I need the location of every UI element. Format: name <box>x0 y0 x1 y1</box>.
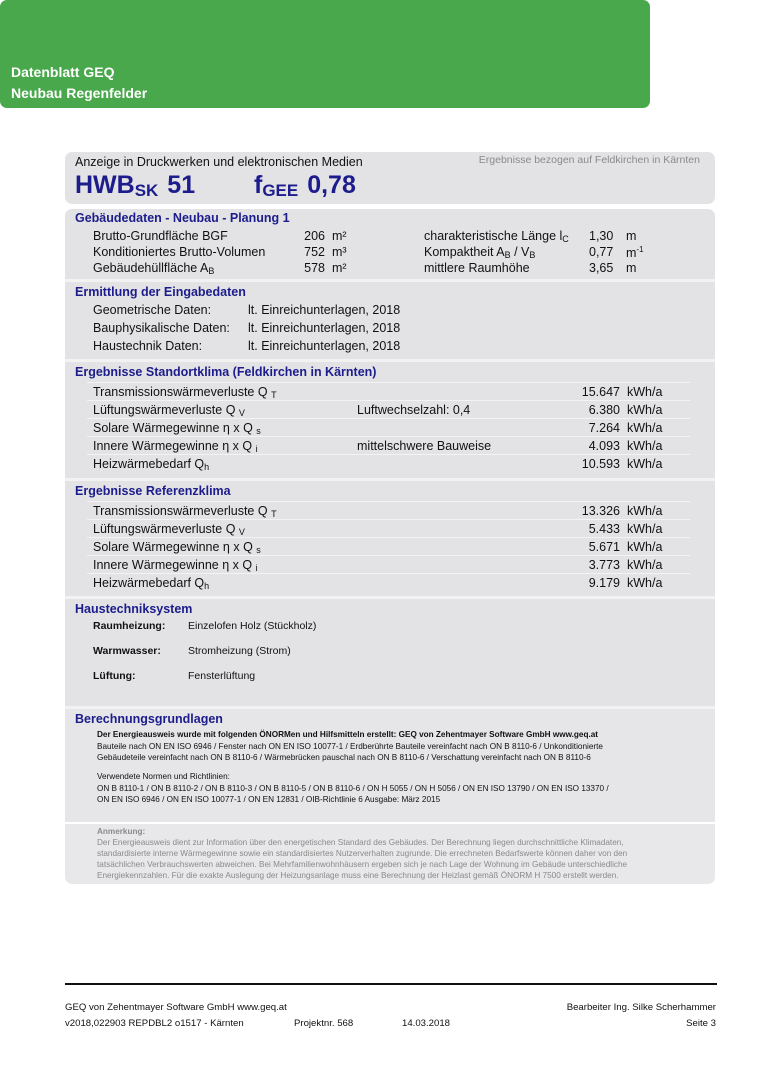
standort-label: Solare Wärmegewinne η x Q $_s$ <box>93 421 261 436</box>
standort-unit: kWh/a <box>627 385 663 399</box>
row-divider <box>87 382 690 383</box>
footer-company: GEQ von Zehentmayer Software GmbH www.geq.at <box>65 1002 287 1013</box>
hwb-value: 51 <box>167 171 196 199</box>
row-divider <box>87 400 690 401</box>
referenz-unit: kWh/a <box>627 576 663 590</box>
hwb-indicator <box>75 171 195 201</box>
referenz-label: Solare Wärmegewinne η x Q $_s$ <box>93 540 261 555</box>
referenz-unit: kWh/a <box>627 558 663 572</box>
gebaeude-unit: $m^{-1}$ <box>626 245 644 260</box>
referenz-value: 5.671 <box>588 540 620 554</box>
referenz-label: Lüftungswärmeverluste Q $_V$ <box>93 522 245 537</box>
gebaeude-unit: m² <box>332 261 347 275</box>
location-note: Ergebnisse bezogen auf Feldkirchen in Kärnten <box>478 154 700 166</box>
section-divider <box>65 279 715 282</box>
gebaeude-value: 1,30 <box>589 229 614 243</box>
eingabe-label: Bauphysikalische Daten: <box>93 321 230 335</box>
row-divider <box>87 519 690 520</box>
standort-value: 15.647 <box>581 385 620 399</box>
fgee-subscript: GEE <box>262 181 299 200</box>
fgee-indicator <box>254 171 356 201</box>
referenz-label: Innere Wärmegewinne η x Q $_i$ <box>93 558 258 573</box>
haustechnik-label: Raumheizung: <box>93 620 166 632</box>
haustechnik-value: Einzelofen Holz (Stückholz) <box>188 620 317 632</box>
footer-projekt: Projektnr. 568 <box>294 1018 354 1029</box>
fgee-label: f <box>254 171 263 199</box>
standort-unit: kWh/a <box>627 421 663 435</box>
standort-value: 4.093 <box>588 439 620 453</box>
standort-unit: kWh/a <box>627 403 663 417</box>
footer-version: v2018,022903 REPDBL2 o1517 - Kärnten <box>65 1018 244 1029</box>
referenz-value: 13.326 <box>581 504 620 518</box>
anmerkung-text: tatsächlichen Verbrauchswerten abweichen. Bei Mehrfamilienwohnhäusern ergeben sich je nach Lage der Wohnung im Gebäude unterschiedliche <box>97 860 628 869</box>
gebaeude-unit: m³ <box>332 245 347 259</box>
gebaeude-value: 206 <box>304 229 325 243</box>
anmerkung-text: standardisierte interne Wärmegewinne sowie ein standardisiertes Nutzerverhalten zugrunde. Die errechneten Bedarfswerte können daher von den <box>97 849 628 858</box>
standort-value: 10.593 <box>581 457 620 471</box>
haustechnik-value: Fensterlüftung <box>188 670 256 682</box>
row-divider <box>87 537 690 538</box>
gebaeude-label: Gebäudehüllfläche $A_B$ <box>93 261 215 276</box>
hwb-subscript: SK <box>134 181 159 200</box>
row-divider <box>87 555 690 556</box>
footer-rule <box>65 983 717 985</box>
gebaeude-label: mittlere Raumhöhe <box>424 261 530 275</box>
gebaeude-label: Konditioniertes Brutto-Volumen <box>93 245 266 259</box>
referenz-unit: kWh/a <box>627 504 663 518</box>
anmerkung-text: Der Energieausweis dient zur Information über den energetischen Standard des Gebäudes. Der Berechnung liegen durchschnittliche Klimadaten, <box>97 838 624 847</box>
standort-note: mittelschwere Bauweise <box>357 439 492 453</box>
referenz-value: 9.179 <box>588 576 620 590</box>
referenz-label: Heizwärmebedarf $Q_h$ <box>93 576 210 591</box>
normen-label: Verwendete Normen und Richtlinien: <box>97 772 230 781</box>
gebaeude-value: 0,77 <box>589 245 614 259</box>
standort-label: Innere Wärmegewinne η x Q $_i$ <box>93 439 258 454</box>
gebaeude-label: Brutto-Grundfläche BGF <box>93 229 228 243</box>
referenz-unit: kWh/a <box>627 522 663 536</box>
standort-note: Luftwechselzahl: 0,4 <box>357 403 471 417</box>
referenz-unit: kWh/a <box>627 540 663 554</box>
eingabe-value: lt. Einreichunterlagen, 2018 <box>248 339 401 353</box>
gebaeude-label: Kompaktheit $A_B / V_B$ <box>424 245 536 260</box>
normen-list: ON B 8110-1 / ON B 8110-2 / ON B 8110-3 / ON B 8110-5 / ON B 8110-6 / ON H 5055 / ON H 5056 / ON EN ISO 13790 / ON EN ISO 13370 / <box>97 784 609 793</box>
referenz-label: Transmissionswärmeverluste Q $_T$ <box>93 504 277 519</box>
gebaeude-value: 578 <box>304 261 325 275</box>
berechnung-text: Bauteile nach ON EN ISO 6946 / Fenster nach ON EN ISO 10077-1 / Erdberührte Bauteile vereinfacht nach ON B 8110-6 / Unkonditionierte <box>97 742 603 751</box>
section-divider <box>65 596 715 599</box>
eingabe-label: Geometrische Daten: <box>93 303 212 317</box>
eingabe-label: Haustechnik Daten: <box>93 339 203 353</box>
standort-unit: kWh/a <box>627 439 663 453</box>
section-divider <box>65 359 715 362</box>
project-name: Neubau Regenfelder <box>11 85 148 101</box>
footer-date: 14.03.2018 <box>402 1018 451 1029</box>
header-banner <box>0 0 650 108</box>
standort-label: Lüftungswärmeverluste Q $_V$ <box>93 403 245 418</box>
anmerkung-text: Energiekennzahlen. Für die exakte Auslegung der Heizungsanlage muss eine Berechnung der Heizlast gemäß ÖNORM H 7500 erstellt werden. <box>97 871 619 880</box>
haustechnik-label: Lüftung: <box>93 670 136 682</box>
haustechnik-label: Warmwasser: <box>93 645 161 657</box>
section-title-standortklima: Ergebnisse Standortklima (Feldkirchen in Kärnten) <box>75 365 377 379</box>
section-title-berechnung: Berechnungsgrundlagen <box>75 712 223 726</box>
row-divider <box>87 573 690 574</box>
section-title-eingabedaten: Ermittlung der Eingabedaten <box>75 285 246 299</box>
eingabe-value: lt. Einreichunterlagen, 2018 <box>248 303 401 317</box>
gebaeude-unit: m <box>626 261 637 275</box>
display-label: Anzeige in Druckwerken und elektronischen Medien <box>75 155 363 169</box>
footer-page: Seite 3 <box>686 1018 716 1029</box>
gebaeude-value: 3,65 <box>589 261 614 275</box>
gebaeude-unit: m <box>626 229 637 243</box>
berechnung-intro: Der Energieausweis wurde mit folgenden ÖNORMen und Hilfsmitteln erstellt: GEQ von Zehentmayer Software GmbH www.geq.at <box>97 730 599 739</box>
berechnung-text: Gebäudeteile vereinfacht nach ON B 8110-6 / Wärmebrücken pauschal nach ON B 8110-6 / Verschattung vereinfacht nach ON B 8110-6 <box>97 753 591 762</box>
row-divider <box>87 436 690 437</box>
standort-value: 7.264 <box>588 421 620 435</box>
fgee-value: 0,78 <box>307 171 356 199</box>
referenz-value: 5.433 <box>588 522 620 536</box>
gebaeude-unit: m² <box>332 229 347 243</box>
section-title-referenzklima: Ergebnisse Referenzklima <box>75 484 231 498</box>
eingabe-value: lt. Einreichunterlagen, 2018 <box>248 321 401 335</box>
referenz-value: 3.773 <box>588 558 620 572</box>
standort-label: Transmissionswärmeverluste Q $_T$ <box>93 385 277 400</box>
row-divider <box>87 454 690 455</box>
gebaeude-label: charakteristische Länge $l_C$ <box>424 229 569 244</box>
standort-label: Heizwärmebedarf $Q_h$ <box>93 457 210 472</box>
standort-value: 6.380 <box>588 403 620 417</box>
anmerkung-title: Anmerkung: <box>97 827 146 836</box>
section-divider <box>65 478 715 481</box>
footer-bearbeiter: Bearbeiter Ing. Silke Scherhammer <box>566 1002 716 1013</box>
row-divider <box>87 501 690 502</box>
gebaeude-value: 752 <box>304 245 325 259</box>
row-divider <box>87 418 690 419</box>
hwb-label: HWB <box>75 171 135 199</box>
standort-unit: kWh/a <box>627 457 663 471</box>
document-title: Datenblatt GEQ <box>11 64 115 80</box>
haustechnik-value: Stromheizung (Strom) <box>188 645 291 657</box>
section-title-haustechnik: Haustechniksystem <box>75 602 193 616</box>
normen-list: ON EN ISO 6946 / ON EN ISO 10077-1 / ON EN 12831 / OIB-Richtlinie 6 Ausgabe: März 2015 <box>97 795 441 804</box>
section-title-gebaeudedaten: Gebäudedaten - Neubau - Planung 1 <box>75 211 290 225</box>
